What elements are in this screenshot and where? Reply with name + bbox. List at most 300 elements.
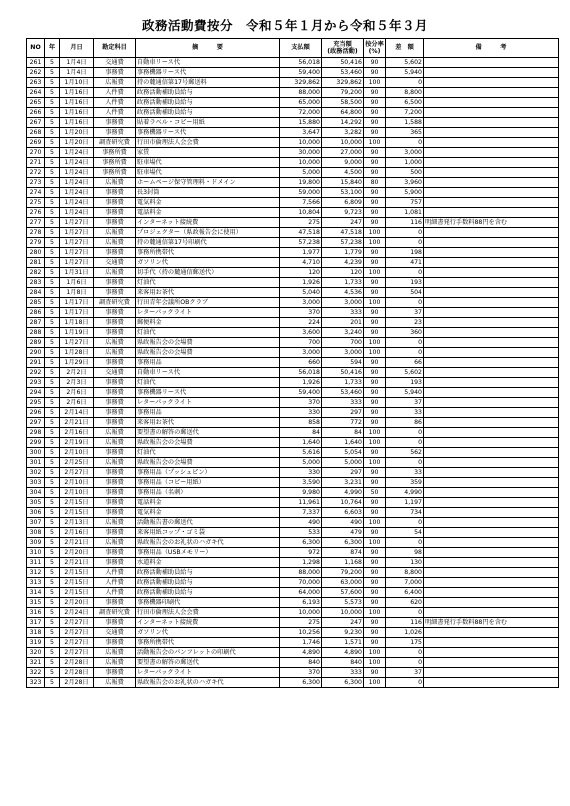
- row-ratio: 90: [364, 628, 386, 638]
- row-note: [424, 678, 559, 688]
- row-summary: 事務用品（名刺）: [136, 488, 280, 498]
- row-no: 318: [27, 628, 45, 638]
- row-year: 5: [45, 488, 60, 498]
- row-note: [424, 518, 559, 528]
- row-no: 284: [27, 288, 45, 298]
- row-category: 広報費: [94, 438, 136, 448]
- row-year: 5: [45, 528, 60, 538]
- row-date: 1月24日: [60, 208, 94, 218]
- table-row: [27, 588, 559, 598]
- row-ratio: 100: [364, 608, 386, 618]
- row-date: 1月24日: [60, 178, 94, 188]
- row-note: [424, 68, 559, 78]
- row-ratio: 90: [364, 398, 386, 408]
- row-difference: 504: [386, 288, 424, 298]
- row-note: [424, 448, 559, 458]
- row-no: 279: [27, 238, 45, 248]
- row-note: [424, 298, 559, 308]
- row-category: 事務費: [94, 528, 136, 538]
- row-date: 1月17日: [60, 308, 94, 318]
- row-allocation: 3,000: [322, 298, 364, 308]
- row-difference: 0: [386, 678, 424, 688]
- table-row: [27, 288, 559, 298]
- row-year: 5: [45, 328, 60, 338]
- row-difference: 6,500: [386, 98, 424, 108]
- row-summary: 県政報告会の会場費: [136, 348, 280, 358]
- row-no: 317: [27, 618, 45, 628]
- row-summary: 自動車リース代: [136, 58, 280, 68]
- row-date: 1月10日: [60, 78, 94, 88]
- row-difference: 8,800: [386, 88, 424, 98]
- row-summary: 行田市倫理法人会会費: [136, 608, 280, 618]
- table-row: [27, 218, 559, 228]
- row-category: 事務費: [94, 448, 136, 458]
- row-date: 1月27日: [60, 248, 94, 258]
- row-allocation: 27,000: [322, 148, 364, 158]
- row-summary: 事務機器リース代: [136, 128, 280, 138]
- table-row: [27, 278, 559, 288]
- row-category: 交通費: [94, 628, 136, 638]
- row-year: 5: [45, 608, 60, 618]
- row-difference: 360: [386, 328, 424, 338]
- row-no: 291: [27, 358, 45, 368]
- row-summary: 電話料金: [136, 498, 280, 508]
- row-ratio: 100: [364, 78, 386, 88]
- row-ratio: 90: [364, 328, 386, 338]
- row-difference: 37: [386, 308, 424, 318]
- row-category: 広報費: [94, 228, 136, 238]
- row-date: 2月15日: [60, 508, 94, 518]
- row-no: 280: [27, 248, 45, 258]
- row-date: 1月27日: [60, 338, 94, 348]
- row-note: [424, 418, 559, 428]
- row-ratio: 90: [364, 558, 386, 568]
- row-no: 303: [27, 478, 45, 488]
- row-year: 5: [45, 368, 60, 378]
- row-payment: 370: [280, 668, 322, 678]
- row-allocation: 57,600: [322, 588, 364, 598]
- row-payment: 3,600: [280, 328, 322, 338]
- row-year: 5: [45, 478, 60, 488]
- row-payment: 59,400: [280, 68, 322, 78]
- row-no: 313: [27, 578, 45, 588]
- row-summary: 切手代（持の麓通信郵送代）: [136, 268, 280, 278]
- row-category: 事務費: [94, 218, 136, 228]
- row-difference: 500: [386, 168, 424, 178]
- header-no: NO: [27, 39, 45, 58]
- row-date: 1月16日: [60, 118, 94, 128]
- table-row: [27, 88, 559, 98]
- row-year: 5: [45, 108, 60, 118]
- row-difference: 359: [386, 478, 424, 488]
- row-difference: 1,588: [386, 118, 424, 128]
- row-ratio: 90: [364, 578, 386, 588]
- row-no: 264: [27, 88, 45, 98]
- row-note: [424, 508, 559, 518]
- row-note: [424, 588, 559, 598]
- row-summary: 行田市倫理法人会会費: [136, 138, 280, 148]
- row-category: 事務費: [94, 668, 136, 678]
- row-date: 2月27日: [60, 618, 94, 628]
- row-note: [424, 138, 559, 148]
- row-difference: 0: [386, 458, 424, 468]
- row-note: [424, 318, 559, 328]
- row-difference: 0: [386, 518, 424, 528]
- row-ratio: 90: [364, 508, 386, 518]
- row-note: [424, 58, 559, 68]
- row-ratio: 90: [364, 88, 386, 98]
- row-category: 広報費: [94, 648, 136, 658]
- header-ratio: [364, 39, 386, 58]
- row-date: 2月25日: [60, 458, 94, 468]
- row-no: 282: [27, 268, 45, 278]
- row-payment: 275: [280, 618, 322, 628]
- row-difference: 757: [386, 198, 424, 208]
- row-summary: 灯油代: [136, 378, 280, 388]
- row-date: 2月15日: [60, 578, 94, 588]
- row-no: 292: [27, 368, 45, 378]
- row-category: 人件費: [94, 108, 136, 118]
- row-note: [424, 78, 559, 88]
- row-payment: 10,000: [280, 138, 322, 148]
- table-row: [27, 558, 559, 568]
- row-no: 278: [27, 228, 45, 238]
- row-note: [424, 548, 559, 558]
- row-note: [424, 438, 559, 448]
- row-summary: 水道料金: [136, 558, 280, 568]
- table-row: [27, 618, 559, 628]
- table-row: [27, 338, 559, 348]
- row-year: 5: [45, 628, 60, 638]
- row-year: 5: [45, 278, 60, 288]
- row-payment: 59,400: [280, 388, 322, 398]
- table-row: [27, 98, 559, 108]
- row-summary: 来客用お茶代: [136, 418, 280, 428]
- row-ratio: 90: [364, 218, 386, 228]
- row-payment: 533: [280, 528, 322, 538]
- row-summary: 県政報告会の会場費: [136, 438, 280, 448]
- row-payment: 56,018: [280, 58, 322, 68]
- row-note: [424, 158, 559, 168]
- row-difference: 23: [386, 318, 424, 328]
- row-summary: 持の麓通信第17号郵送料: [136, 78, 280, 88]
- row-note: [424, 268, 559, 278]
- row-summary: 県政報告会のお礼状のハガキ代: [136, 538, 280, 548]
- row-category: 事務費: [94, 308, 136, 318]
- row-payment: 88,000: [280, 88, 322, 98]
- row-summary: 貼着ラベル・コピー用紙: [136, 118, 280, 128]
- row-difference: 0: [386, 438, 424, 448]
- row-category: 調査研究費: [94, 138, 136, 148]
- table-row: [27, 148, 559, 158]
- table-row: [27, 498, 559, 508]
- header-notes: 備 考: [424, 39, 559, 58]
- row-category: 調査研究費: [94, 298, 136, 308]
- row-date: 2月10日: [60, 448, 94, 458]
- row-difference: 8,800: [386, 568, 424, 578]
- row-no: 309: [27, 538, 45, 548]
- row-ratio: 90: [364, 248, 386, 258]
- row-note: [424, 128, 559, 138]
- row-summary: 政務活動補助員給与: [136, 88, 280, 98]
- table-row: [27, 58, 559, 68]
- row-allocation: 64,800: [322, 108, 364, 118]
- row-allocation: 772: [322, 418, 364, 428]
- row-ratio: 90: [364, 208, 386, 218]
- row-payment: 1,977: [280, 248, 322, 258]
- row-date: 1月24日: [60, 198, 94, 208]
- row-note: [424, 278, 559, 288]
- row-payment: 7,337: [280, 508, 322, 518]
- row-summary: 事務用品: [136, 408, 280, 418]
- row-payment: 11,961: [280, 498, 322, 508]
- row-difference: 0: [386, 238, 424, 248]
- table-header-row: [27, 39, 559, 58]
- row-date: 1月28日: [60, 348, 94, 358]
- row-category: 人件費: [94, 588, 136, 598]
- row-year: 5: [45, 398, 60, 408]
- row-category: 交通費: [94, 258, 136, 268]
- header-allocation: [322, 39, 364, 58]
- row-ratio: 90: [364, 568, 386, 578]
- row-allocation: 329,862: [322, 78, 364, 88]
- row-no: 323: [27, 678, 45, 688]
- row-year: 5: [45, 348, 60, 358]
- row-ratio: 90: [364, 618, 386, 628]
- row-payment: 1,746: [280, 638, 322, 648]
- row-note: [424, 178, 559, 188]
- row-year: 5: [45, 168, 60, 178]
- row-category: 人件費: [94, 88, 136, 98]
- row-note: [424, 168, 559, 178]
- row-summary: 灯油代: [136, 328, 280, 338]
- row-category: 事務費: [94, 328, 136, 338]
- row-allocation: 4,536: [322, 288, 364, 298]
- row-category: 事務費: [94, 488, 136, 498]
- row-allocation: 9,000: [322, 158, 364, 168]
- row-difference: 5,602: [386, 368, 424, 378]
- row-payment: 224: [280, 318, 322, 328]
- row-ratio: 90: [364, 168, 386, 178]
- row-date: 2月15日: [60, 498, 94, 508]
- row-payment: 15,880: [280, 118, 322, 128]
- row-summary: 県政報告会の会場費: [136, 338, 280, 348]
- row-ratio: 90: [364, 388, 386, 398]
- row-year: 5: [45, 298, 60, 308]
- row-year: 5: [45, 438, 60, 448]
- row-allocation: 53,460: [322, 68, 364, 78]
- row-note: [424, 188, 559, 198]
- row-payment: 370: [280, 308, 322, 318]
- row-no: 286: [27, 308, 45, 318]
- table-row: [27, 178, 559, 188]
- row-difference: 0: [386, 78, 424, 88]
- row-summary: 事務所携帯代: [136, 248, 280, 258]
- row-year: 5: [45, 288, 60, 298]
- row-allocation: 6,300: [322, 678, 364, 688]
- row-note: [424, 338, 559, 348]
- row-payment: 72,000: [280, 108, 322, 118]
- table-row: [27, 128, 559, 138]
- row-allocation: 4,239: [322, 258, 364, 268]
- row-category: 事務費: [94, 638, 136, 648]
- row-ratio: 90: [364, 588, 386, 598]
- row-allocation: 4,890: [322, 648, 364, 658]
- row-difference: 620: [386, 598, 424, 608]
- row-ratio: 90: [364, 378, 386, 388]
- row-date: 2月20日: [60, 548, 94, 558]
- row-year: 5: [45, 318, 60, 328]
- row-difference: 0: [386, 268, 424, 278]
- row-allocation: 840: [322, 658, 364, 668]
- row-payment: 7,566: [280, 198, 322, 208]
- header-difference: 差 額: [386, 39, 424, 58]
- row-difference: 175: [386, 638, 424, 648]
- row-ratio: 100: [364, 438, 386, 448]
- row-date: 1月18日: [60, 318, 94, 328]
- row-difference: 5,602: [386, 58, 424, 68]
- row-no: 265: [27, 98, 45, 108]
- row-no: 263: [27, 78, 45, 88]
- row-summary: 自動車リース代: [136, 368, 280, 378]
- row-payment: 3,000: [280, 298, 322, 308]
- row-year: 5: [45, 208, 60, 218]
- row-summary: 郵便料金: [136, 318, 280, 328]
- row-difference: 198: [386, 248, 424, 258]
- row-summary: 政務活動補助員給与: [136, 588, 280, 598]
- row-no: 287: [27, 318, 45, 328]
- row-summary: ガソリン代: [136, 628, 280, 638]
- row-no: 268: [27, 128, 45, 138]
- row-ratio: 100: [364, 678, 386, 688]
- row-allocation: 57,238: [322, 238, 364, 248]
- row-category: 事務費: [94, 358, 136, 368]
- row-difference: 6,400: [386, 588, 424, 598]
- table-row: [27, 368, 559, 378]
- row-date: 2月19日: [60, 438, 94, 448]
- row-summary: 県政報告会のお礼状のハガキ代: [136, 678, 280, 688]
- table-row: [27, 328, 559, 338]
- table-row: [27, 448, 559, 458]
- row-payment: 4,890: [280, 648, 322, 658]
- row-note: [424, 228, 559, 238]
- table-row: [27, 298, 559, 308]
- row-category: 人件費: [94, 578, 136, 588]
- row-category: 事務費: [94, 468, 136, 478]
- row-year: 5: [45, 448, 60, 458]
- row-category: 事務費: [94, 498, 136, 508]
- row-note: [424, 558, 559, 568]
- row-allocation: 9,230: [322, 628, 364, 638]
- row-payment: 972: [280, 548, 322, 558]
- row-allocation: 6,603: [322, 508, 364, 518]
- row-summary: 県政報告会の会場費: [136, 458, 280, 468]
- row-date: 2月21日: [60, 538, 94, 548]
- row-ratio: 90: [364, 308, 386, 318]
- table-row: [27, 548, 559, 558]
- row-date: 2月15日: [60, 568, 94, 578]
- row-date: 2月3日: [60, 378, 94, 388]
- row-no: 322: [27, 668, 45, 678]
- row-year: 5: [45, 538, 60, 548]
- row-year: 5: [45, 468, 60, 478]
- row-year: 5: [45, 408, 60, 418]
- table-row: [27, 108, 559, 118]
- table-row: [27, 678, 559, 688]
- row-summary: ホームページ保守管理料・ドメイン: [136, 178, 280, 188]
- row-date: 2月6日: [60, 398, 94, 408]
- row-difference: 37: [386, 668, 424, 678]
- row-date: 1月24日: [60, 148, 94, 158]
- row-year: 5: [45, 618, 60, 628]
- row-allocation: 6,809: [322, 198, 364, 208]
- row-ratio: 90: [364, 548, 386, 558]
- table-row: [27, 468, 559, 478]
- row-note: [424, 498, 559, 508]
- row-allocation: 50,416: [322, 58, 364, 68]
- row-no: 302: [27, 468, 45, 478]
- row-year: 5: [45, 198, 60, 208]
- row-note: [424, 408, 559, 418]
- table-row: [27, 398, 559, 408]
- row-year: 5: [45, 58, 60, 68]
- row-category: 事務費: [94, 318, 136, 328]
- row-date: 1月24日: [60, 168, 94, 178]
- row-year: 5: [45, 388, 60, 398]
- row-date: 1月8日: [60, 288, 94, 298]
- row-category: 事務費: [94, 378, 136, 388]
- row-no: 304: [27, 488, 45, 498]
- row-allocation: 4,500: [322, 168, 364, 178]
- row-payment: 1,926: [280, 278, 322, 288]
- row-ratio: 90: [364, 58, 386, 68]
- row-note: [424, 628, 559, 638]
- row-note: [424, 118, 559, 128]
- row-year: 5: [45, 418, 60, 428]
- row-payment: 88,000: [280, 568, 322, 578]
- row-allocation: 3,231: [322, 478, 364, 488]
- row-note: [424, 358, 559, 368]
- row-note: [424, 538, 559, 548]
- row-year: 5: [45, 648, 60, 658]
- row-difference: 1,026: [386, 628, 424, 638]
- row-ratio: 90: [364, 188, 386, 198]
- row-no: 271: [27, 158, 45, 168]
- row-category: 広報費: [94, 538, 136, 548]
- row-difference: 1,000: [386, 158, 424, 168]
- row-summary: 電気料金: [136, 508, 280, 518]
- row-category: 事務費: [94, 388, 136, 398]
- table-row: [27, 208, 559, 218]
- row-date: 1月16日: [60, 88, 94, 98]
- table-row: [27, 238, 559, 248]
- row-year: 5: [45, 518, 60, 528]
- row-no: 273: [27, 178, 45, 188]
- row-allocation: 53,460: [322, 388, 364, 398]
- row-date: 1月19日: [60, 328, 94, 338]
- row-no: 290: [27, 348, 45, 358]
- row-payment: 3,000: [280, 348, 322, 358]
- row-allocation: 594: [322, 358, 364, 368]
- row-payment: 9,980: [280, 488, 322, 498]
- row-ratio: 90: [364, 258, 386, 268]
- row-category: 事務費: [94, 508, 136, 518]
- row-date: 1月24日: [60, 158, 94, 168]
- header-payment: 支払額: [280, 39, 322, 58]
- row-no: 305: [27, 498, 45, 508]
- table-row: [27, 568, 559, 578]
- row-note: [424, 148, 559, 158]
